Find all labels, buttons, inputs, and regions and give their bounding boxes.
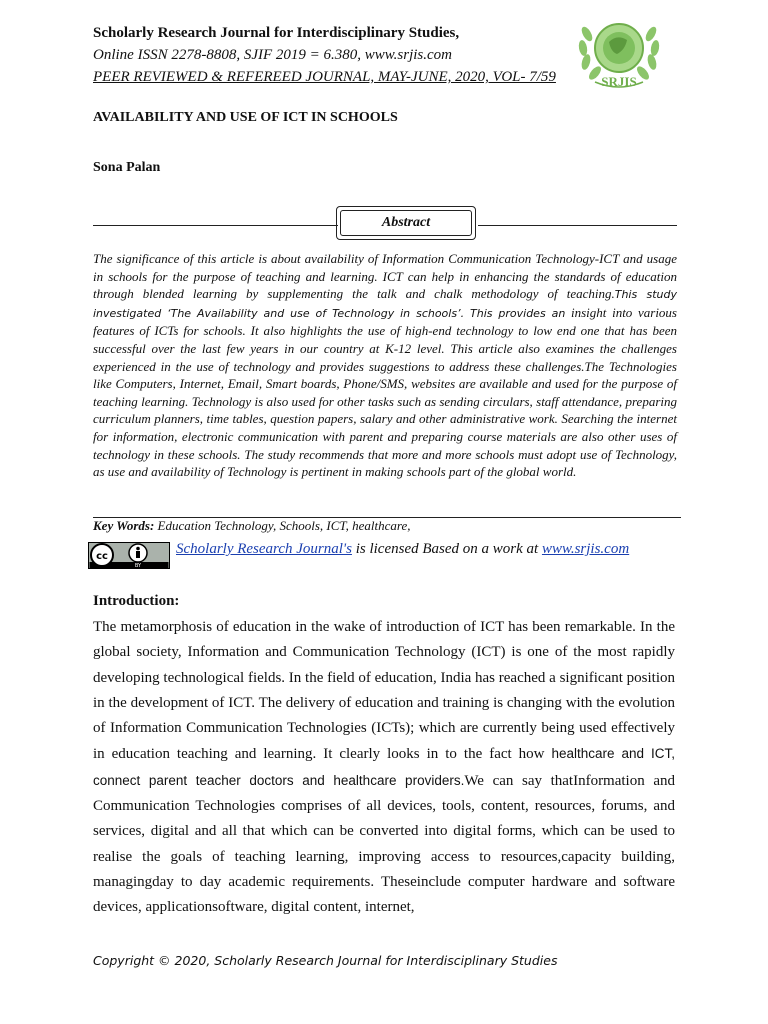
abstract-part-1: The significance of this article is about availability of Information Communication Technology-ICT and usage in schools for the purpose of teaching and learning. ICT can help in enhancing the standards of education through blended learning by supplementing the talk and chalk methodology of teaching. — [93, 251, 677, 302]
srjis-website-link[interactable]: www.srjis.com — [541, 541, 630, 557]
srjis-logo-icon — [575, 14, 663, 92]
abstract-heading-box — [336, 206, 476, 240]
cc-by-license-icon[interactable] — [88, 542, 170, 569]
license-line — [176, 541, 629, 558]
license-middle: is licensed Based on a work at — [351, 541, 542, 557]
keywords-label: Key Words: — [93, 518, 155, 533]
copyright-footer: Copyright © 2020, Scholarly Research Journal for Interdisciplinary Studies — [93, 953, 558, 968]
author-name: Sona Palan — [93, 160, 161, 175]
issn-line: Online ISSN 2278-8808, SJIF 2019 = 6.380, www.srjis.com — [93, 47, 452, 63]
journal-title: Scholarly Research Journal for Interdisciplinary Studies, — [93, 25, 460, 41]
abstract-heading: Abstract — [340, 210, 472, 236]
journal-link[interactable]: Scholarly Research Journal's — [176, 541, 352, 557]
article-title: AVAILABILITY AND USE OF ICT IN SCHOOLS — [93, 110, 398, 125]
keywords — [93, 518, 411, 534]
intro-heading: Introduction: — [93, 593, 180, 609]
abstract-rule-left — [93, 225, 338, 226]
logo-text: SRJIS — [601, 74, 637, 89]
cc-badge-text: cc — [96, 551, 108, 562]
intro-part-3: We can say thatInformation and Communication Technologies comprises of all devices, tools, content, resources, forums, and services, digital and all that which can be converted into digital forms, which can be used to realise the goals of teaching learning, improving access to resources,capacity building, managingday to day academic requirements. Theseinclude computer hardware and software devices, applicationsoftware, digital content, internet, — [93, 772, 675, 916]
peer-reviewed-line: PEER REVIEWED & REFEREED JOURNAL, MAY-JUNE, 2020, VOL- 7/59 — [93, 69, 556, 85]
keywords-value: Education Technology, Schools, ICT, healthcare, — [154, 518, 411, 533]
abstract-part-2: This study investigated ‘The Availability and use of Technology in schools’. This provides an — [93, 288, 678, 320]
intro-part-1: The metamorphosis of education in the wake of introduction of ICT has been remarkable. In the global society, Information and Communication Technology (ICT) is one of the most rapidly developing technological fields. In the field of education, India has reached a significant position in the development of ICT. The delivery of education and training is changing with the evolution of Information Communication Technologies (ICTs); which are currently being used effectively in education teaching and learning. It clearly looks in to the fact how — [93, 619, 675, 763]
intro-part-2: healthcare and ICT, connect parent teacher doctors and healthcare providers. — [93, 746, 675, 788]
abstract-part-3: insight into various features of ICTs for schools. It also highlights the use of high-end technology to low end one that has been successful over the last few years in our country at K-12 level. This article also examines the challenges experienced in the use of technology and provides suggestions to address these challenges.The Technologies like Computers, Internet, Email, Smart boards, Phone/SMS, websites are available and used for the purpose of teaching learning. Technology is also used for other tasks such as sending circulars, staff attendance, preparing curriculum planners, time tables, question papers, salary and other administrative work. Searching the internet for information, electronic communication with parent and preparing course materials are also other uses of technology in these schools. The study recommends that more and more schools must adopt use of Technology, as use and availability of Technology is pertinent in making schools part of the global world. — [93, 304, 677, 480]
abstract-rule-right — [478, 225, 677, 226]
by-badge-text: BY — [134, 563, 142, 569]
abstract-text — [93, 250, 677, 481]
intro-body — [93, 615, 675, 921]
